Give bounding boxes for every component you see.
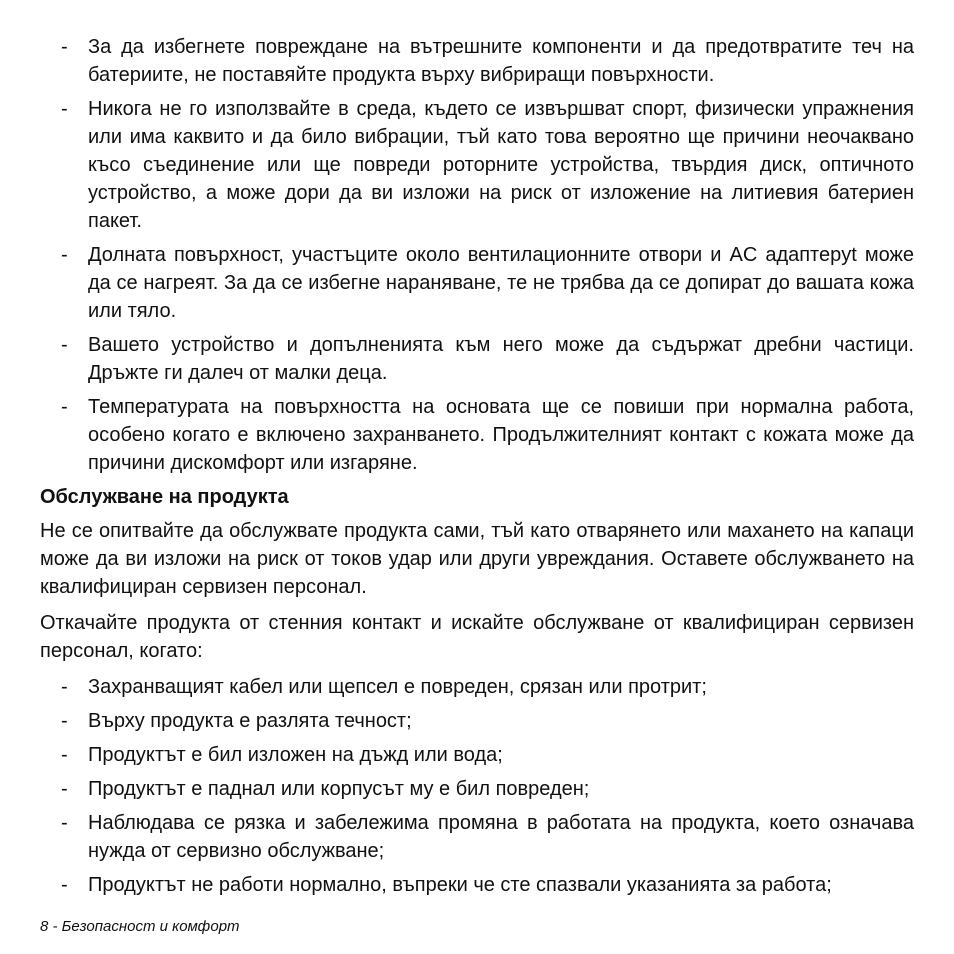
body-paragraph: Откачайте продукта от стенния контакт и искайте обслужване от квалифициран сервизен персонал, когато: — [40, 612, 914, 662]
bullet-dash: - — [61, 744, 68, 766]
bullet-dash: - — [61, 874, 68, 896]
list-item — [40, 775, 914, 803]
bullet-dash: - — [61, 676, 68, 698]
list-item-text: Върху продукта е разлята течност; — [88, 710, 412, 732]
list-item-text: Продуктът е паднал или корпусът му е бил повреден; — [88, 778, 590, 800]
list-item — [40, 95, 914, 235]
page-content — [40, 33, 914, 905]
list-item-text: Температурата на повърхността на основата ще се повиши при нормална работа, особено когато е включено захранването. Продължителният контакт с кожата може да причини дискомфорт или изгаряне. — [88, 396, 914, 474]
list-item-text: Вашето устройство и допълненията към него може да съдържат дребни частици. Дръжте ги далеч от малки деца. — [88, 334, 914, 384]
list-item — [40, 33, 914, 89]
section-heading: Обслужване на продукта — [40, 486, 289, 508]
list-item — [40, 809, 914, 865]
bullet-dash: - — [61, 812, 68, 834]
list-item-text: Никога не го използвайте в среда, където се извършват спорт, физически упражнения или има каквито и да било вибрации, тъй като това вероятно ще причини неочаквано късо съединение или ще повреди роторните устройства, твърдия диск, оптичното устройство, а може дори да ви изложи на риск от изложение на литиевия батериен пакет. — [88, 98, 914, 232]
list-item — [40, 331, 914, 387]
list-item-text: Захранващият кабел или щепсел е повреден, срязан или протрит; — [88, 676, 707, 698]
list-item — [40, 241, 914, 325]
bullet-dash: - — [61, 396, 68, 418]
list-item-text: За да избегнете повреждане на вътрешните компоненти и да предотвратите теч на батериите, не поставяйте продукта върху вибриращи повърхности. — [88, 36, 914, 86]
safety-bullet-list — [40, 33, 914, 477]
list-item-text: Продуктът е бил изложен на дъжд или вода; — [88, 744, 503, 766]
list-item-text: Наблюдава се рязка и забележима промяна в работата на продукта, което означава нужда от сервизно обслужване; — [88, 812, 914, 862]
service-conditions-list — [40, 673, 914, 899]
list-item-text: Продуктът не работи нормално, въпреки че сте спазвали указанията за работа; — [88, 874, 832, 896]
page-footer: 8 - Безопасност и комфорт — [40, 918, 240, 935]
body-paragraph: Не се опитвайте да обслужвате продукта сами, тъй като отварянето или махането на капаци може да ви изложи на риск от токов удар или други увреждания. Оставете обслужването на квалифициран сервизен персонал. — [40, 520, 914, 598]
bullet-dash: - — [61, 36, 68, 58]
list-item — [40, 871, 914, 899]
bullet-dash: - — [61, 334, 68, 356]
bullet-dash: - — [61, 244, 68, 266]
list-item — [40, 707, 914, 735]
list-item — [40, 393, 914, 477]
list-item-text: Долната повърхност, участъците около вентилационните отвори и AC адаптерyt може да се нагреят. За да се избегне нараняване, те не трябва да се допират до вашата кожа или тяло. — [88, 244, 914, 322]
bullet-dash: - — [61, 778, 68, 800]
bullet-dash: - — [61, 710, 68, 732]
bullet-dash: - — [61, 98, 68, 120]
list-item — [40, 741, 914, 769]
list-item — [40, 673, 914, 701]
